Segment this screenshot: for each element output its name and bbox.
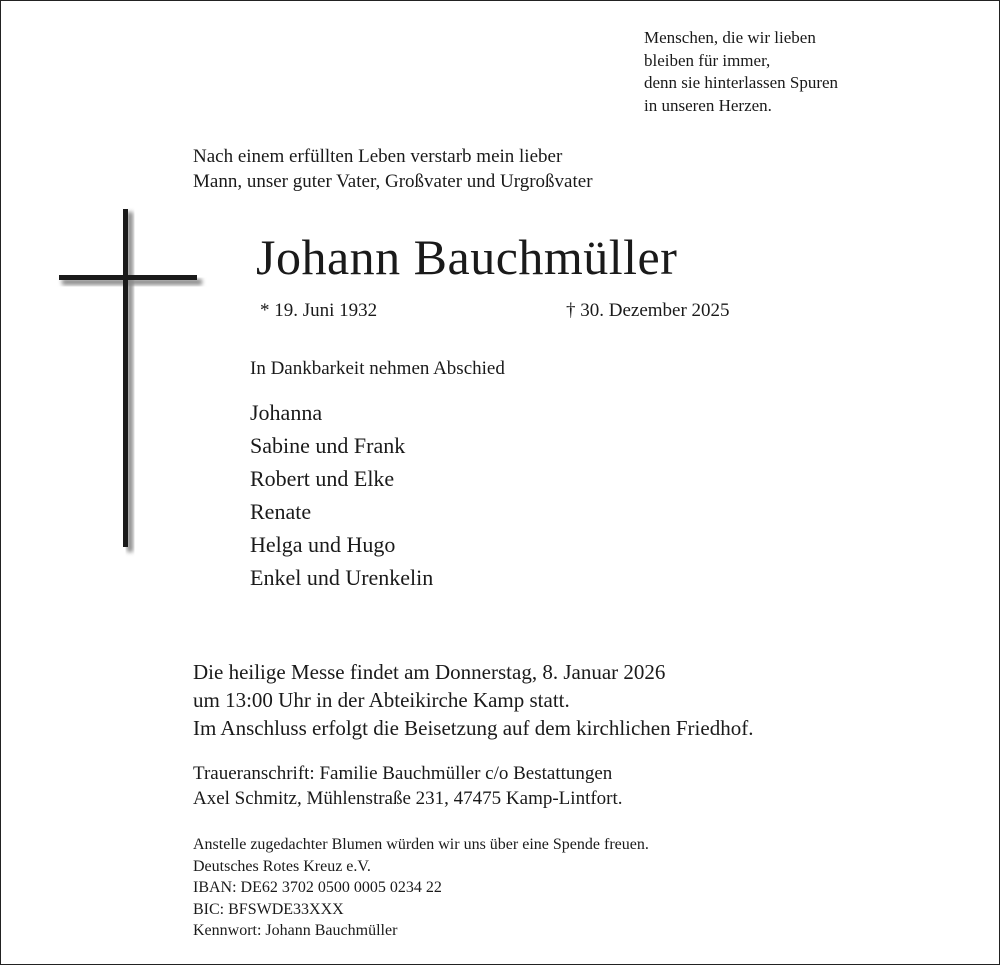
donation-line: IBAN: DE62 3702 0500 0005 0234 22 — [193, 879, 442, 897]
motto-line: bleiben für immer, — [644, 50, 771, 70]
motto-line: in unseren Herzen. — [644, 95, 772, 115]
intro-line: Mann, unser guter Vater, Großvater und Urgroßvater — [193, 171, 593, 192]
address-line: Axel Schmitz, Mühlenstraße 231, 47475 Kamp-Lintfort. — [193, 788, 623, 809]
birth-date: * 19. Juni 1932 — [260, 300, 378, 321]
motto-verse — [644, 27, 838, 117]
cross-icon — [51, 201, 211, 561]
donation-line: Kennwort: Johann Bauchmüller — [193, 922, 398, 940]
mourners-list — [250, 396, 433, 594]
motto-line: Menschen, die wir lieben — [644, 28, 816, 47]
motto-line: denn sie hinterlassen Spuren — [644, 73, 839, 92]
mourner-name: Enkel und Urenkelin — [250, 565, 434, 590]
service-info — [193, 658, 753, 742]
address-line: Traueranschrift: Familie Bauchmüller c/o Bestattungen — [193, 763, 613, 784]
donation-info — [193, 834, 649, 942]
intro-line: Nach einem erfüllten Leben verstarb mein lieber — [193, 146, 563, 167]
mourner-name: Johanna — [250, 400, 323, 425]
mourner-name: Robert und Elke — [250, 466, 395, 491]
service-line: Die heilige Messe findet am Donnerstag, 8. Januar 2026 — [193, 660, 666, 684]
mourner-name: Helga und Hugo — [250, 532, 396, 557]
mourner-name: Sabine und Frank — [250, 433, 406, 458]
mourner-name: Renate — [250, 499, 312, 524]
donation-line: BIC: BFSWDE33XXX — [193, 900, 344, 918]
donation-line: Anstelle zugedachter Blumen würden wir uns über eine Spende freuen. — [193, 836, 649, 853]
service-line: Im Anschluss erfolgt die Beisetzung auf dem kirchlichen Friedhof. — [193, 716, 754, 740]
death-date: † 30. Dezember 2025 — [566, 300, 730, 321]
mourners-heading: In Dankbarkeit nehmen Abschied — [250, 358, 505, 379]
service-line: um 13:00 Uhr in der Abteikirche Kamp statt. — [193, 688, 570, 712]
donation-line: Deutsches Rotes Kreuz e.V. — [193, 857, 371, 875]
deceased-name: Johann Bauchmüller — [256, 229, 678, 285]
intro-text — [193, 144, 593, 194]
mourning-address — [193, 761, 623, 811]
